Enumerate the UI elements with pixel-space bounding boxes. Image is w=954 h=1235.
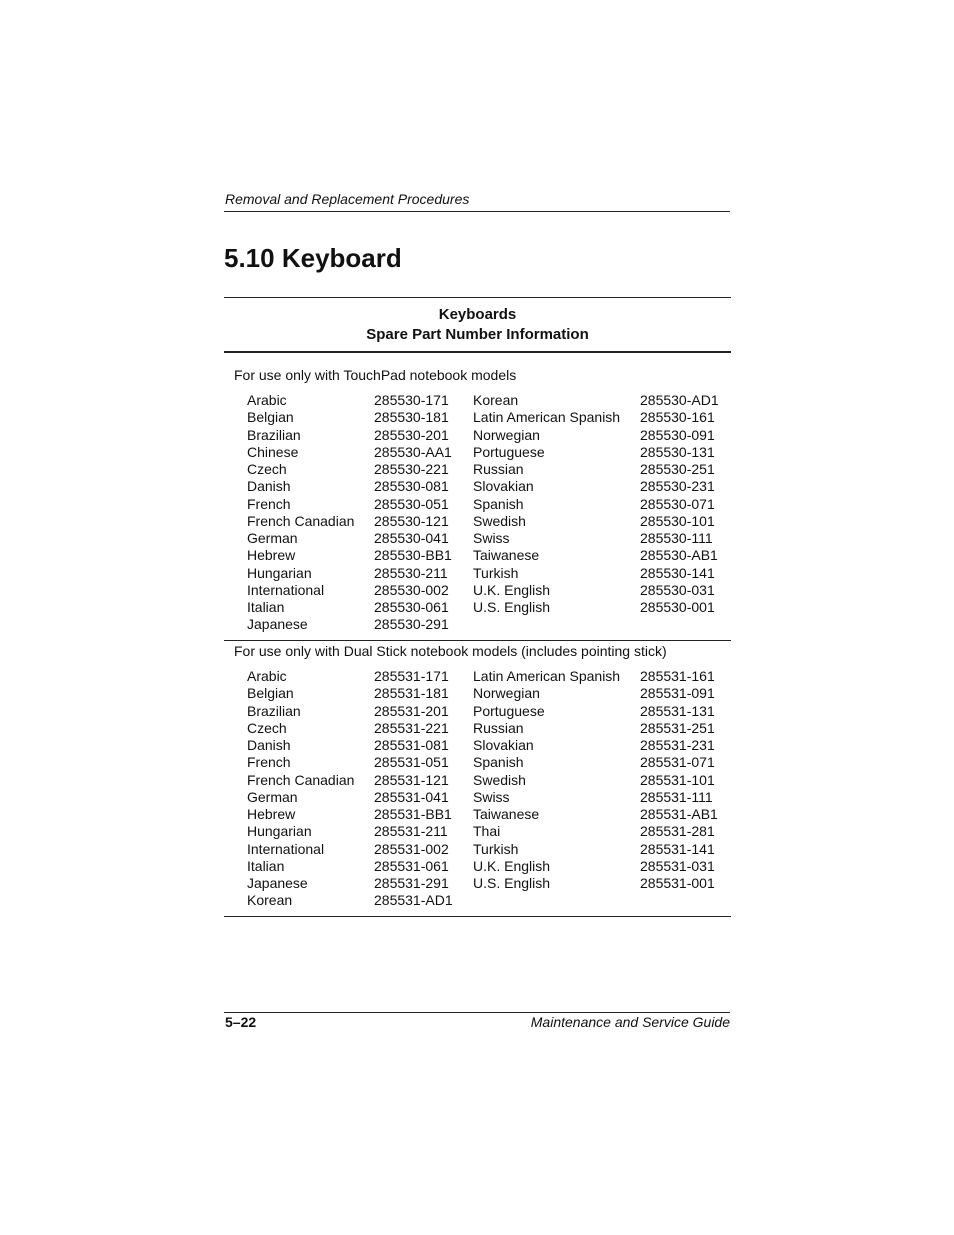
spare-part-number: 285530-041: [374, 530, 449, 546]
keyboard-language: Belgian: [247, 685, 294, 702]
spare-part-number: 285531-051: [374, 754, 449, 771]
spare-part-number: 285530-111: [640, 530, 713, 546]
spare-part-number: 285531-161: [640, 668, 715, 684]
spare-part-number: 285530-031: [640, 581, 715, 598]
spare-part-number: 285531-061: [374, 857, 449, 874]
part-row: [247, 582, 731, 599]
keyboard-language: U.K. English: [473, 857, 551, 874]
spare-part-number: 285531-231: [640, 737, 715, 753]
spare-part-number: 285530-121: [374, 512, 449, 529]
keyboard-language: Danish: [247, 737, 291, 753]
spare-part-number: 285530-051: [374, 495, 449, 512]
spare-part-number: 285530-BB1: [374, 547, 452, 564]
spare-part-number: 285531-101: [640, 771, 715, 788]
keyboard-language: Slovakian: [473, 478, 534, 495]
keyboard-language: Japanese: [247, 875, 308, 891]
keyboard-language: Chinese: [247, 443, 299, 460]
keyboard-language: Hungarian: [247, 823, 312, 840]
spare-part-number: 285531-131: [640, 702, 715, 719]
keyboard-language: Russian: [473, 719, 524, 736]
guide-title: Maintenance and Service Guide: [530, 1014, 730, 1030]
keyboard-language: Italian: [247, 857, 285, 874]
spare-part-number: 285530-091: [640, 426, 715, 443]
keyboard-language: Swiss: [473, 530, 510, 546]
spare-part-number: 285531-002: [374, 840, 449, 857]
spare-part-number: 285530-221: [374, 461, 449, 477]
spare-part-number: 285530-201: [374, 426, 449, 443]
keyboard-language: Spanish: [473, 754, 524, 771]
keyboard-language: Brazilian: [247, 702, 301, 719]
keyboard-language: Swedish: [473, 771, 526, 788]
keyboard-language: Norwegian: [473, 685, 540, 702]
keyboard-language: Korean: [473, 392, 519, 408]
spare-part-number: 285530-211: [374, 564, 448, 581]
part-row: [247, 875, 731, 892]
table-header-rule: [224, 351, 731, 353]
part-row: [247, 478, 731, 495]
spare-part-number: 285530-071: [640, 495, 715, 512]
spare-part-number: 285531-111: [640, 788, 713, 805]
spare-part-number: 285530-AB1: [640, 547, 718, 564]
spare-part-number: 285531-221: [374, 719, 449, 736]
spare-part-number: 285531-081: [374, 737, 449, 753]
keyboard-language: Japanese: [247, 616, 308, 633]
part-row: [247, 668, 731, 685]
spare-part-number: 285530-002: [374, 581, 449, 598]
keyboard-language: Swiss: [473, 788, 510, 805]
keyboard-language: Norwegian: [473, 426, 540, 443]
part-row: [247, 789, 731, 806]
keyboard-language: Brazilian: [247, 426, 301, 443]
part-row: [247, 427, 731, 444]
page-number: 5–22: [225, 1014, 257, 1030]
part-row: [247, 409, 731, 426]
keyboard-language: German: [247, 530, 298, 546]
keyboard-language: Swedish: [473, 512, 526, 529]
spare-part-number: 285531-041: [374, 788, 449, 805]
spare-part-number: 285531-291: [374, 875, 449, 891]
keyboard-language: Turkish: [473, 564, 519, 581]
part-row: [247, 496, 731, 513]
spare-part-number: 285531-171: [374, 668, 449, 684]
touchpad-parts-list: [247, 392, 731, 634]
spare-part-number: 285531-091: [640, 685, 715, 702]
part-row: [247, 599, 731, 616]
keyboard-language: Turkish: [473, 840, 519, 857]
keyboard-language: Italian: [247, 599, 285, 615]
keyboard-language: Taiwanese: [473, 806, 540, 822]
part-row: [247, 513, 731, 530]
part-row: [247, 892, 731, 909]
spare-part-number: 285531-181: [374, 685, 449, 702]
part-row: [247, 806, 731, 823]
part-row: [247, 392, 731, 409]
table-title-line1: Keyboards: [438, 306, 517, 323]
keyboard-language: Danish: [247, 478, 291, 495]
spare-part-number: 285531-281: [640, 823, 715, 840]
spare-part-number: 285530-081: [374, 478, 449, 495]
keyboard-language: U.S. English: [473, 599, 551, 615]
keyboard-language: Latin American Spanish: [473, 668, 621, 684]
footer-rule: [224, 1012, 730, 1013]
spare-part-number: 285530-231: [640, 478, 715, 495]
spare-part-number: 285531-AD1: [374, 892, 453, 909]
keyboard-language: Taiwanese: [473, 547, 540, 564]
running-head: Removal and Replacement Procedures: [225, 191, 470, 207]
keyboard-language: International: [247, 840, 325, 857]
keyboard-language: French Canadian: [247, 771, 355, 788]
keyboard-language: French: [247, 495, 291, 512]
spare-part-number: 285530-291: [374, 616, 449, 633]
part-row: [247, 547, 731, 564]
keyboard-language: Korean: [247, 892, 293, 909]
keyboard-language: Hebrew: [247, 806, 296, 822]
spare-part-number: 285530-181: [374, 409, 449, 426]
spare-part-number: 285531-031: [640, 857, 715, 874]
part-row: [247, 754, 731, 771]
spare-part-number: 285530-141: [640, 564, 715, 581]
spare-part-number: 285530-161: [640, 409, 715, 426]
dualstick-parts-list: [247, 668, 731, 910]
keyboard-language: Hebrew: [247, 547, 296, 564]
part-row: [247, 841, 731, 858]
spare-part-number: 285530-101: [640, 512, 715, 529]
spare-part-number: 285531-AB1: [640, 806, 718, 822]
dualstick-group-caption: For use only with Dual Stick notebook models (includes pointing stick): [234, 643, 667, 659]
spare-part-number: 285530-061: [374, 599, 449, 615]
spare-part-number: 285531-201: [374, 702, 449, 719]
table-top-rule: [224, 297, 731, 298]
keyboard-language: Czech: [247, 461, 287, 477]
keyboard-language: Spanish: [473, 495, 524, 512]
spare-part-number: 285531-071: [640, 754, 715, 771]
part-row: [247, 530, 731, 547]
part-row: [247, 703, 731, 720]
keyboard-language: German: [247, 788, 298, 805]
keyboard-language: U.K. English: [473, 581, 551, 598]
spare-part-number: 285530-001: [640, 599, 715, 615]
keyboard-language: Belgian: [247, 409, 294, 426]
spare-part-number: 285531-001: [640, 875, 715, 891]
keyboard-language: French Canadian: [247, 512, 355, 529]
spare-part-number: 285530-131: [640, 443, 715, 460]
section-title: 5.10 Keyboard: [224, 243, 402, 273]
keyboard-language: Arabic: [247, 392, 287, 408]
keyboard-language: Russian: [473, 461, 524, 477]
part-row: [247, 823, 731, 840]
keyboard-language: Hungarian: [247, 564, 312, 581]
part-row: [247, 720, 731, 737]
keyboard-language: Portuguese: [473, 443, 545, 460]
table-title-line2: Spare Part Number Information: [366, 325, 589, 343]
keyboard-language: Thai: [473, 823, 501, 840]
spare-part-number: 285530-AD1: [640, 392, 719, 408]
table-bottom-rule: [224, 916, 731, 917]
table-title: [224, 305, 731, 344]
spare-part-number: 285531-211: [374, 823, 448, 840]
part-row: [247, 772, 731, 789]
group-divider-rule: [224, 640, 731, 641]
keyboard-language: French: [247, 754, 291, 771]
part-row: [247, 461, 731, 478]
keyboard-language: Slovakian: [473, 737, 534, 753]
spare-part-number: 285530-251: [640, 461, 715, 477]
touchpad-group-caption: For use only with TouchPad notebook models: [234, 367, 517, 383]
spare-part-number: 285531-141: [640, 840, 715, 857]
keyboard-language: Latin American Spanish: [473, 409, 621, 426]
spare-part-number: 285531-121: [374, 771, 449, 788]
part-row: [247, 616, 731, 633]
part-row: [247, 444, 731, 461]
part-row: [247, 685, 731, 702]
keyboard-language: U.S. English: [473, 875, 551, 891]
spare-part-number: 285530-171: [374, 392, 449, 408]
keyboard-language: Arabic: [247, 668, 287, 684]
keyboard-language: International: [247, 581, 325, 598]
spare-part-number: 285530-AA1: [374, 443, 452, 460]
header-rule: [224, 211, 730, 212]
keyboard-language: Portuguese: [473, 702, 545, 719]
part-row: [247, 858, 731, 875]
spare-part-number: 285531-BB1: [374, 806, 452, 822]
spare-part-number: 285531-251: [640, 719, 715, 736]
part-row: [247, 737, 731, 754]
part-row: [247, 565, 731, 582]
keyboard-language: Czech: [247, 719, 287, 736]
